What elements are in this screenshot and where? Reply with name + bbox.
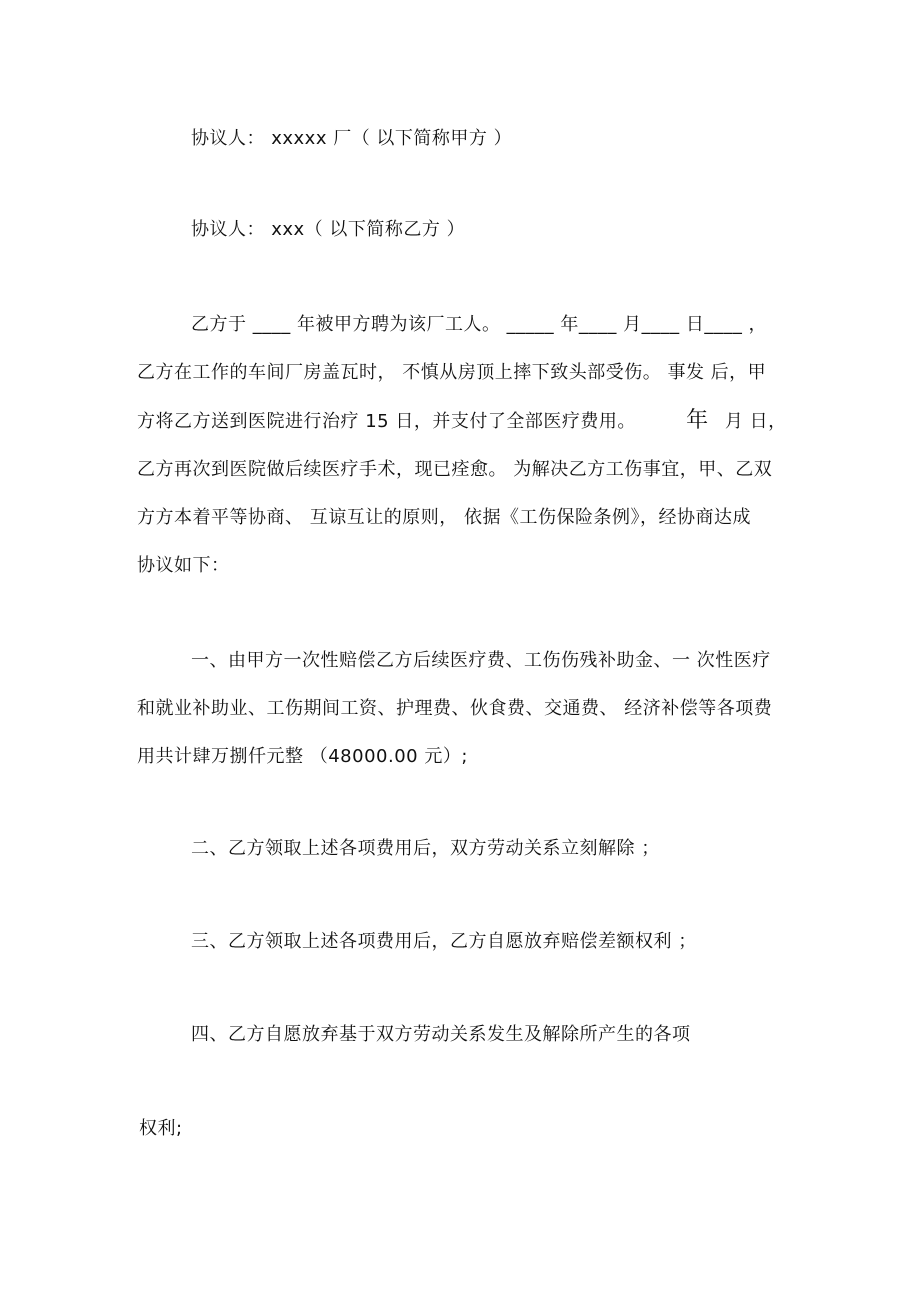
intro-line-3-date: 月 日， xyxy=(724,411,787,432)
party-b-line: 协议人： xxx（ 以下简称乙方 ） xyxy=(191,219,466,240)
clause-4-line-1: 四、乙方自愿放弃基于双方劳动关系发生及解除所产生的各项 xyxy=(191,1024,691,1045)
clause-1-line-2: 和就业补助业、工伤期间工资、护理费、伙食费、交通费、 经济补偿等各项费 xyxy=(137,698,773,719)
clause-1-line-1: 一、由甲方一次性赔偿乙方后续医疗费、工伤伤残补助金、一 次性医疗 xyxy=(191,650,771,671)
intro-line-3-text: 方将乙方送到医院进行治疗 15 日，并支付了全部医疗费用。 xyxy=(137,411,636,432)
clause-1-line-3: 用共计肆万捌仟元整 （48000.00 元）; xyxy=(137,746,468,767)
clause-3: 三、乙方领取上述各项费用后，乙方自愿放弃赔偿差额权利 ； xyxy=(191,931,697,952)
clause-4-line-2: 权利; xyxy=(139,1118,183,1139)
clause-2: 二、乙方领取上述各项费用后，双方劳动关系立刻解除 ； xyxy=(191,838,660,859)
intro-line-2: 乙方在工作的车间厂房盖瓦时， 不慎从房顶上摔下致头部受伤。 事发 后，甲 xyxy=(137,362,767,383)
intro-line-1: 乙方于 ____ 年被甲方聘为该厂工人。 _____ 年____ 月____ 日____ ， xyxy=(191,314,768,335)
party-a-line: 协议人： xxxxx 厂（ 以下简称甲方 ） xyxy=(191,128,513,149)
intro-line-3-year: 年 xyxy=(686,408,709,433)
intro-line-4: 乙方再次到医院做后续医疗手术，现已痊愈。 为解决乙方工伤事宜，甲、乙双 xyxy=(137,459,773,480)
intro-line-3 xyxy=(137,409,787,434)
intro-line-6: 协议如下： xyxy=(137,555,230,576)
intro-line-5: 方方本着平等协商、 互谅互让的原则， 依据《工伤保险条例》，经协商达成 xyxy=(137,507,751,528)
